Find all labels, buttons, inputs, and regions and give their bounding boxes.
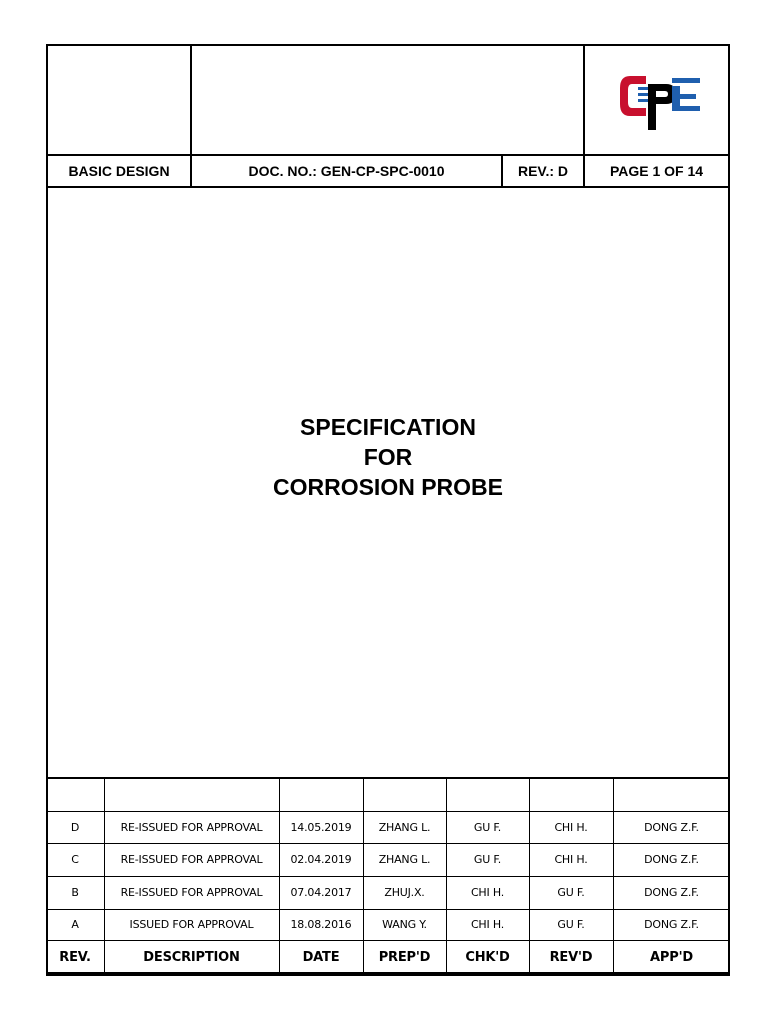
table-cell	[446, 777, 529, 811]
table-cell: B	[71, 886, 79, 899]
table-cell: DONG Z.F.	[644, 886, 699, 899]
table-cell	[529, 777, 613, 811]
table-cell: DONG Z.F.	[644, 918, 699, 931]
table-row-line	[46, 974, 730, 976]
table-cell: RE-ISSUED FOR APPROVAL	[120, 886, 263, 899]
table-cell: GU F.	[557, 918, 585, 931]
table-cell: C	[71, 853, 79, 866]
table-cell	[613, 777, 730, 811]
table-header-cell: DESCRIPTION	[143, 949, 240, 965]
title-line-1: SPECIFICATION	[300, 414, 476, 440]
table-cell: RE-ISSUED FOR APPROVAL	[120, 820, 263, 834]
table-cell: CHI H.	[554, 853, 588, 866]
table-cell: ZHANG L.	[378, 853, 431, 866]
table-cell: RE-ISSUED FOR APPROVAL	[120, 853, 263, 866]
table-cell: D	[70, 820, 80, 834]
title-line-3: CORROSION PROBE	[272, 474, 504, 500]
header-line-2	[46, 186, 730, 188]
table-cell: GU F.	[473, 853, 502, 866]
table-cell: DONG Z.F.	[644, 853, 699, 866]
table-cell: ZHANG L.	[378, 820, 431, 834]
table-header-cell: PREP'D	[378, 949, 431, 965]
table-cell: 07.04.2017	[290, 886, 352, 899]
table-cell: WANG Y.	[382, 918, 427, 931]
table-header-cell: REV.	[59, 949, 91, 965]
doc-number: DOC. NO.: GEN-CP-SPC-0010	[248, 162, 445, 179]
table-cell: A	[71, 918, 79, 931]
table-cell: GU F.	[473, 820, 502, 834]
basic-design-label: BASIC DESIGN	[68, 162, 170, 179]
table-cell: ZHUJ.X.	[384, 886, 425, 899]
table-cell: 18.08.2016	[290, 918, 352, 931]
table-header-cell: APP'D	[650, 949, 693, 965]
table-cell: 02.04.2019	[290, 853, 352, 866]
table-cell: GU F.	[557, 886, 585, 899]
revision-label: REV.: D	[517, 162, 569, 179]
table-cell: DONG Z.F.	[644, 820, 699, 834]
table-cell	[104, 777, 279, 811]
table-cell: ISSUED FOR APPROVAL	[129, 918, 254, 931]
table-cell	[363, 777, 446, 811]
table-cell: 14.05.2019	[290, 820, 352, 834]
table-cell: CHI H.	[470, 886, 505, 899]
title-line-2: FOR	[363, 444, 413, 470]
table-cell: CHI H.	[470, 918, 505, 931]
cpe-logo	[616, 66, 706, 136]
table-header-cell: DATE	[302, 949, 340, 965]
table-header-cell: REV'D	[549, 949, 593, 965]
table-cell: CHI H.	[554, 820, 588, 834]
table-cell	[46, 777, 104, 811]
table-cell	[279, 777, 363, 811]
page-count: PAGE 1 OF 14	[609, 162, 704, 179]
table-header-cell: CHK'D	[465, 949, 510, 965]
